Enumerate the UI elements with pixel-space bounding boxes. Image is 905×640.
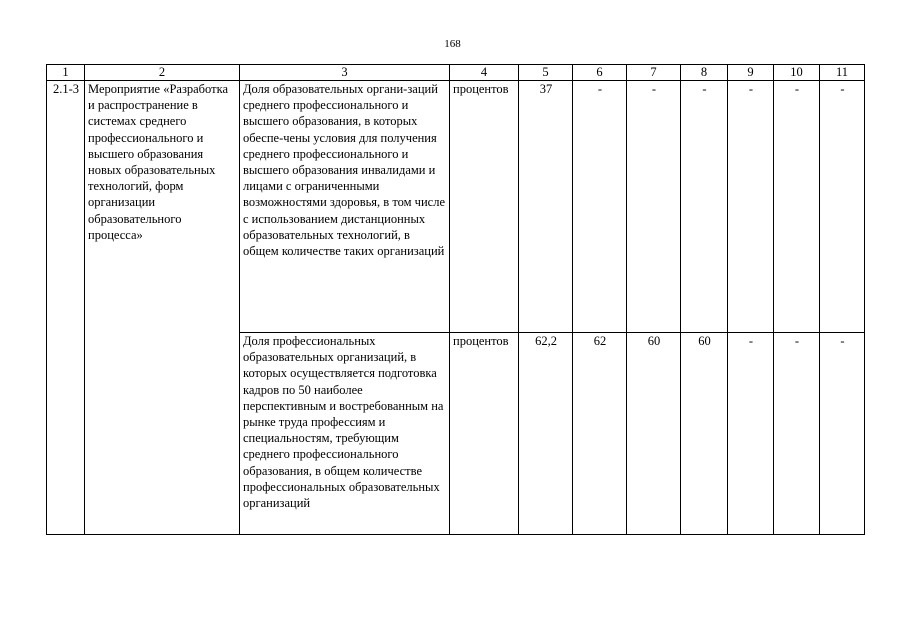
unit-cell: процентов	[450, 333, 519, 535]
value-cell: 60	[681, 333, 728, 535]
column-header: 1	[47, 65, 85, 81]
page-number: 168	[444, 38, 461, 50]
value-cell: -	[774, 333, 820, 535]
column-header: 10	[774, 65, 820, 81]
table-row	[47, 81, 865, 333]
header-row	[47, 65, 865, 81]
value-cell: 37	[519, 81, 573, 333]
column-header: 5	[519, 65, 573, 81]
indicator-text: Доля профессиональных образовательных организаций, в которых осуществляется подготовка кадров по 50 наиболее перспективным и востребованным на рынке труда профессиям и специальностям, требующим среднего профессионального образования, в общем количестве профессиональных образовательных организаций	[240, 333, 450, 535]
value-cell: -	[820, 333, 865, 535]
value-cell: -	[774, 81, 820, 333]
indicators-table	[46, 64, 865, 535]
value-cell: 60	[627, 333, 681, 535]
unit-cell: процентов	[450, 81, 519, 333]
column-header: 3	[240, 65, 450, 81]
column-header: 2	[85, 65, 240, 81]
column-header: 11	[820, 65, 865, 81]
value-cell: -	[728, 81, 774, 333]
value-cell: 62,2	[519, 333, 573, 535]
column-header: 6	[573, 65, 627, 81]
column-header: 8	[681, 65, 728, 81]
column-header: 9	[728, 65, 774, 81]
indicator-text: Доля образовательных органи-заций среднего профессионального и высшего образования, в которых обеспе-чены условия для получения среднего профессионального и высшего образования инвалидами и лицами с ограниченными возможностями здоровья, в том числе с использованием дистанционных образовательных технологий, в общем количестве таких организаций	[240, 81, 450, 333]
value-cell: -	[627, 81, 681, 333]
value-cell: -	[728, 333, 774, 535]
measure-title: Мероприятие «Разработка и распространение в системах среднего профессионального и высшего образования новых образовательных технологий, форм организации образовательного процесса»	[85, 81, 240, 535]
measure-code: 2.1-3	[47, 81, 85, 535]
value-cell: 62	[573, 333, 627, 535]
column-header: 7	[627, 65, 681, 81]
value-cell: -	[820, 81, 865, 333]
column-header: 4	[450, 65, 519, 81]
value-cell: -	[681, 81, 728, 333]
value-cell: -	[573, 81, 627, 333]
